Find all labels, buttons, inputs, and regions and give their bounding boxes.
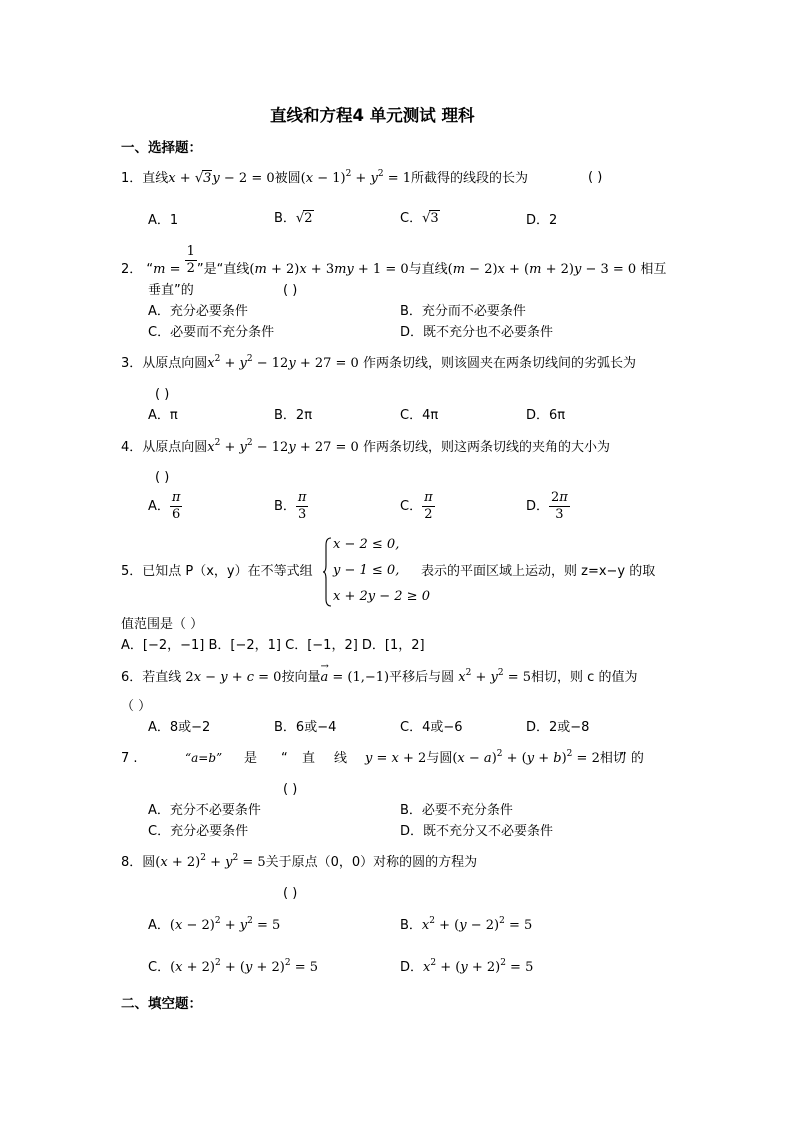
q7-is: 是 (244, 751, 258, 766)
q7-condition: “a=b” (185, 751, 223, 765)
q3-option-a: A．π (148, 408, 178, 423)
q7-end: ” 的 (620, 751, 644, 766)
q5-system-line-2: y − 1 ≤ 0, (333, 563, 400, 578)
question-8: 8．圆$(x + 2)^2 + y^2 = 5$关于原点（0，0）对称的圆的方程为 (121, 853, 478, 870)
question-3: 3．从原点向圆$x^2 + y^2 - 12y + 27 = 0$ 作两条切线，则该圆夹在两条切线间的劣弧长为 (121, 354, 636, 371)
q4-answer-paren: ( ) (155, 470, 170, 485)
q8-option-c: C．$(x + 2)^2 + (y + 2)^2 = 5$ (148, 958, 318, 975)
q1-option-a: A．1 (148, 213, 179, 228)
q2-option-a: A．充分必要条件 (148, 304, 248, 319)
q1-option-d: D．2 (526, 213, 558, 228)
q1-pre: 1．直线 (121, 171, 169, 186)
section-fill-heading: 二、填空题： (121, 996, 202, 1012)
q6-option-a: A．8或−2 (148, 720, 211, 735)
q4-option-b: B． $\frac{\pi}{3}$ (274, 490, 307, 522)
q3-option-d: D．6π (526, 408, 566, 423)
q5-options: A．[−2，−1] B．[−2，1] C．[−1，2] D．[1，2] (121, 638, 425, 653)
q8-option-a: A．$(x - 2)^2 + y^2 = 5$ (148, 916, 281, 933)
question-5-pre: 5．已知点 P（x，y）在不等式组 (121, 564, 313, 579)
q7-option-a: A．充分不必要条件 (148, 803, 261, 818)
q7-option-b: B．必要不充分条件 (400, 803, 513, 818)
q7-quote-open: “ (281, 751, 288, 766)
q7-option-c: C．充分必要条件 (148, 824, 249, 839)
q7-zhi: 直 (302, 751, 316, 766)
q5-system-line-1: x − 2 ≤ 0, (333, 537, 400, 552)
q2-answer-paren: ( ) (283, 283, 298, 298)
q1-option-b: B．√2 (274, 211, 313, 226)
question-2: 2． “m = $\frac{1}{2}$ ”是“直线(m + 2)x + 3my + 1 = 0与直线(m − 2)x + (m + 2)y − 3 = 0 相互 (121, 244, 667, 277)
q2-option-b: B．充分而不必要条件 (400, 304, 526, 319)
q1-mid: 被圆 (274, 171, 301, 186)
q6-option-c: C．4或−6 (400, 720, 463, 735)
q7-answer-paren: ( ) (283, 782, 298, 797)
q2-line2: 垂直”的 (148, 283, 194, 298)
q6-answer-paren: （ ） (121, 699, 152, 714)
q7-xian: 线 (334, 751, 348, 766)
q3-answer-paren: ( ) (155, 387, 170, 402)
q4-option-c: C． $\frac{\pi}{2}$ (400, 490, 433, 522)
q2-option-d: D．既不充分也不必要条件 (400, 325, 554, 340)
q6-option-d: D．2或−8 (526, 720, 590, 735)
question-4: 4．从原点向圆$x^2 + y^2 - 12y + 27 = 0$ 作两条切线，则这两条切线的夹角的大小为 (121, 438, 610, 455)
q5-system-line-3: x + 2y − 2 ≥ 0 (333, 589, 430, 604)
q8-option-d: D．$x^2 + (y + 2)^2 = 5$ (400, 958, 534, 975)
q6-option-b: B．6或−4 (274, 720, 337, 735)
q2-option-c: C．必要而不充分条件 (148, 325, 275, 340)
q1-answer-paren: ( ) (588, 170, 603, 185)
q7-equation: y = x + 2与圆$(x - a)^2 + (y + b)^2 = 2$相切 (365, 749, 626, 766)
question-6: 6．若直线 2x − y + c = 0按向量→ a = (1,−1)平移后与圆 $x^2 + y^2 = 5$相切，则 c 的值为 (121, 670, 637, 686)
q5-system-brace (323, 537, 333, 607)
q4-option-d: D． $\frac{2\pi}{3}$ (526, 490, 568, 522)
page-title: 直线和方程4 单元测试 理科 (270, 106, 475, 125)
q7-option-d: D．既不充分又不必要条件 (400, 824, 554, 839)
section-choice-heading: 一、选择题： (121, 140, 202, 156)
q1-option-c: C．√3 (400, 211, 439, 226)
q7-number: 7 . (121, 751, 138, 766)
q4-option-a: A． $\frac{\pi}{6}$ (148, 490, 181, 522)
q8-option-b: B．$x^2 + (y - 2)^2 = 5$ (400, 916, 533, 933)
q5-line2: 值范围是（ ） (121, 617, 204, 632)
q3-option-c: C．4π (400, 408, 439, 423)
q8-answer-paren: ( ) (283, 886, 298, 901)
q1-post: 所截得的线段的长为 (411, 171, 529, 186)
q3-option-b: B．2π (274, 408, 313, 423)
q5-post: 表示的平面区域上运动，则 z=x−y 的取 (421, 564, 656, 579)
question-1: 1．直线x + √3y − 2 = 0被圆$(x - 1)^2 + y^2 = 1$所截得的线段的长为 (121, 169, 529, 186)
